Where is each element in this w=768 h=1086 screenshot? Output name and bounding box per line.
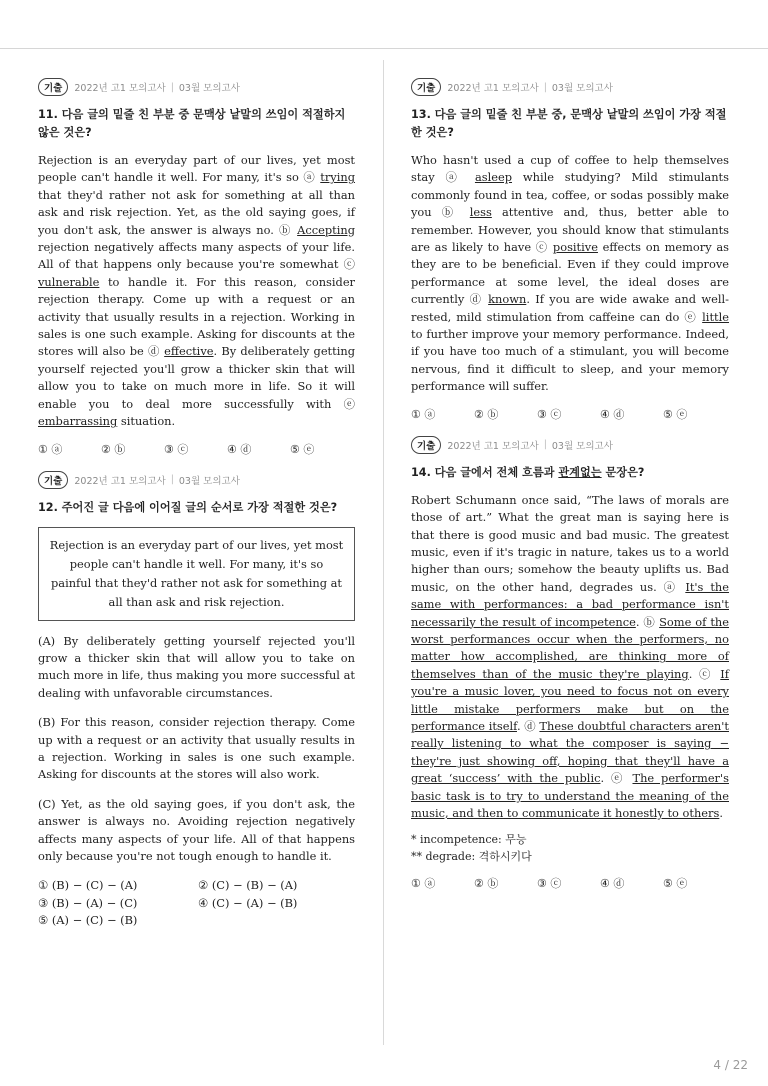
choice[interactable]: ④ ⓓ <box>600 407 625 421</box>
page-number: 4 / 22 <box>713 1058 748 1072</box>
question-13 <box>411 78 729 422</box>
footnote: ** degrade: 격하시키다 <box>411 849 532 863</box>
source-tagline <box>38 471 355 489</box>
marker-d: ⓓ <box>147 344 160 359</box>
tag-separator: | <box>543 439 547 451</box>
question-11 <box>38 78 355 457</box>
option[interactable]: ⑤ (A) − (C) − (B) <box>38 913 138 928</box>
underlined-sentence-e: The performer's basic task is to try to understand the meaning of the music, and then to communicate it honestly to others <box>411 771 729 820</box>
choice[interactable]: ② ⓑ <box>101 442 126 456</box>
answer-choices <box>38 441 355 457</box>
order-options <box>38 877 355 930</box>
source-year: 2022년 고1 모의고사 <box>74 475 166 487</box>
marker-b: ⓑ <box>441 205 460 220</box>
answer-choices <box>411 406 729 422</box>
source-tagline <box>411 436 729 454</box>
source-badge: 기출 <box>38 78 68 96</box>
choice[interactable]: ① ⓐ <box>411 877 436 891</box>
underlined-word-d: known <box>488 292 527 307</box>
given-passage-box: Rejection is an everyday part of our lives, yet most people can't handle it well. For many, it's so painful that they'd rather not ask for something at all than ask and risk rejection. <box>38 527 355 621</box>
answer-choices <box>411 875 729 891</box>
paragraph-c: (C) Yet, as the old saying goes, if you don't ask, the answer is always no. Avoiding rejection negatively affects many aspects of your life. All of that happens only because you're not tough enough to handle it. <box>38 796 355 863</box>
source-year: 2022년 고1 모의고사 <box>447 83 539 94</box>
source-badge: 기출 <box>38 471 68 489</box>
footnotes <box>411 832 729 865</box>
marker-c: ⓒ <box>699 666 714 681</box>
source-exam: 03월 모의고사 <box>551 440 613 452</box>
underlined-sentence-a: It's the same with performances: a bad performance isn't necessarily the result of incompetence <box>411 579 729 629</box>
choice[interactable]: ④ ⓓ <box>600 877 625 891</box>
underlined-word-e: embarrassing <box>38 414 118 429</box>
marker-d: ⓓ <box>469 292 483 307</box>
option[interactable]: ② (C) − (B) − (A) <box>198 878 298 893</box>
title-underline: 관계없는 <box>558 465 602 479</box>
left-column <box>38 78 355 944</box>
marker-e: ⓔ <box>684 309 698 324</box>
question-12 <box>38 471 355 930</box>
passage: Robert Schumann once said, “The laws of morals are those of art.” What the great man is saying here is that there is good music and bad music. The greatest music, even if it's tragic in nature, takes us to a world higher than ours; somehow the beauty uplifts us. Bad music, on the other hand, degrades us. ⓐ It's the same with performances: a bad performance isn't necessarily the result of incompetence. ⓑ Some of the worst performances occur when the performers, no matter how accomplished, are thinking more of themselves than of the music they're playing. ⓒ If you're a music lover, you need to focus not on every little mistake performers make but on the performance itself. ⓓ These doubtful characters aren't really listening to what the composer is saying − they're just showing off, hoping that they'll have a great ‘success’ with the public. ⓔ The performer's basic task is to try to understand the meaning of the music, and then to communicate it honestly to others. <box>411 492 729 820</box>
source-tagline <box>38 78 355 96</box>
choice[interactable]: ③ ⓒ <box>164 442 189 456</box>
underlined-word-d: effective <box>164 344 214 359</box>
source-year: 2022년 고1 모의고사 <box>447 440 539 452</box>
column-divider <box>383 60 384 1045</box>
underlined-sentence-c: If you're a music lover, you need to focus not on every little mistake performers make but on the performance itself <box>411 666 729 733</box>
footnote: * incompetence: 무능 <box>411 833 527 847</box>
source-tagline <box>411 78 729 96</box>
marker-c: ⓒ <box>535 240 549 255</box>
option[interactable]: ① (B) − (C) − (A) <box>38 878 138 893</box>
tag-separator: | <box>170 474 174 485</box>
source-year: 2022년 고1 모의고사 <box>74 83 166 94</box>
header-rule <box>0 48 768 49</box>
underlined-word-e: little <box>702 309 729 324</box>
question-14 <box>411 436 729 892</box>
choice[interactable]: ③ ⓒ <box>537 407 562 421</box>
choice[interactable]: ① ⓐ <box>411 407 436 421</box>
marker-a: ⓐ <box>663 579 679 594</box>
option[interactable]: ③ (B) − (A) − (C) <box>38 895 138 910</box>
question-title: 13. 다음 글의 밑줄 친 부분 중, 문맥상 낱말의 쓰임이 가장 적절한 것은? <box>411 108 727 139</box>
source-exam: 03월 모의고사 <box>178 83 240 94</box>
question-title: 14. 다음 글에서 전체 흐름과 관계없는 문장은? <box>411 465 645 479</box>
marker-b: ⓑ <box>279 222 292 237</box>
question-title: 12. 주어진 글 다음에 이어질 글의 순서로 가장 적절한 것은? <box>38 500 338 514</box>
tag-separator: | <box>170 81 174 93</box>
choice[interactable]: ② ⓑ <box>474 407 499 421</box>
marker-b: ⓑ <box>643 614 656 629</box>
marker-c: ⓒ <box>343 257 355 272</box>
source-exam: 03월 모의고사 <box>551 83 613 94</box>
marker-e: ⓔ <box>610 771 626 786</box>
source-badge: 기출 <box>411 436 441 454</box>
underlined-sentence-b: Some of the worst performances occur when the performers, no matter how accomplished, are thinking more of themselves than of the music they're playing <box>411 614 729 681</box>
choice[interactable]: ③ ⓒ <box>537 877 562 891</box>
passage: Rejection is an everyday part of our lives, yet most people can't handle it well. For many, it's so ⓐ trying that they'd rather not ask for something at all than ask and risk rejection. Yet, as the old saying goes, if you don't ask, the answer is always no. ⓑ Accepting rejection negatively affects many aspects of your life. All of that happens only because you're somewhat ⓒ vulnerable to handle it. For this reason, consider rejection therapy. Come up with a request or an activity that usually results in a rejection. Working in sales is one such example. Asking for discounts at the stores will also be ⓓ effective. By deliberately getting yourself rejected you'll grow a thicker skin that will allow you to take on much more in life. So it will enable you to deal more successfully with ⓔ embarrassing situation. <box>38 153 355 429</box>
passage: Who hasn't used a cup of coffee to help themselves stay ⓐ asleep while studying? Mild stimulants commonly found in tea, coffee, or sodas possibly make you ⓑ less attentive and, thus, better able to remember. However, you should know that stimulants are as likely to have ⓒ positive effects on memory as they are to be beneficial. Even if they could improve performance at some level, the ideal doses are currently ⓓ known. If you are wide awake and well-rested, mild stimulation from caffeine can do ⓔ little to further improve your memory performance. Indeed, if you have too much of a stimulant, you will become nervous, find it difficult to sleep, and your memory performance will suffer. <box>411 153 729 394</box>
marker-a: ⓐ <box>445 170 465 185</box>
choice[interactable]: ② ⓑ <box>474 877 499 891</box>
underlined-word-a: trying <box>320 170 355 185</box>
choice[interactable]: ④ ⓓ <box>227 442 252 456</box>
underlined-word-c: vulnerable <box>38 274 100 289</box>
question-title: 11. 다음 글의 밑줄 친 부분 중 문맥상 낱말의 쓰임이 적절하지 않은 것은? <box>38 108 346 139</box>
underlined-sentence-d: These doubtful characters aren't really listening to what the composer is saying − they're just showing off, hoping that they'll have a great ‘success’ with the public <box>411 718 729 786</box>
underlined-word-b: Accepting <box>297 222 355 237</box>
marker-e: ⓔ <box>343 396 355 411</box>
source-exam: 03월 모의고사 <box>178 475 240 487</box>
source-badge: 기출 <box>411 78 441 96</box>
underlined-word-b: less <box>469 205 492 220</box>
marker-d: ⓓ <box>524 718 536 733</box>
paragraph-b: (B) For this reason, consider rejection therapy. Come up with a request or an activity that usually results in a rejection. Working in sales is one such example. Asking for discounts at the stores will also work. <box>38 715 355 782</box>
underlined-word-a: asleep <box>474 170 513 185</box>
underlined-word-c: positive <box>552 240 598 255</box>
choice[interactable]: ⑤ ⓔ <box>663 407 688 421</box>
option[interactable]: ④ (C) − (A) − (B) <box>198 895 298 910</box>
paragraph-a: (A) By deliberately getting yourself rejected you'll grow a thicker skin that will allow you to take on much more in life, thus making you more successful at dealing with unfavorable circumstances. <box>38 633 355 700</box>
tag-separator: | <box>543 81 547 93</box>
choice[interactable]: ⑤ ⓔ <box>290 442 315 456</box>
choice[interactable]: ⑤ ⓔ <box>663 877 688 891</box>
right-column <box>411 78 729 905</box>
marker-a: ⓐ <box>303 170 316 185</box>
choice[interactable]: ① ⓐ <box>38 442 63 456</box>
